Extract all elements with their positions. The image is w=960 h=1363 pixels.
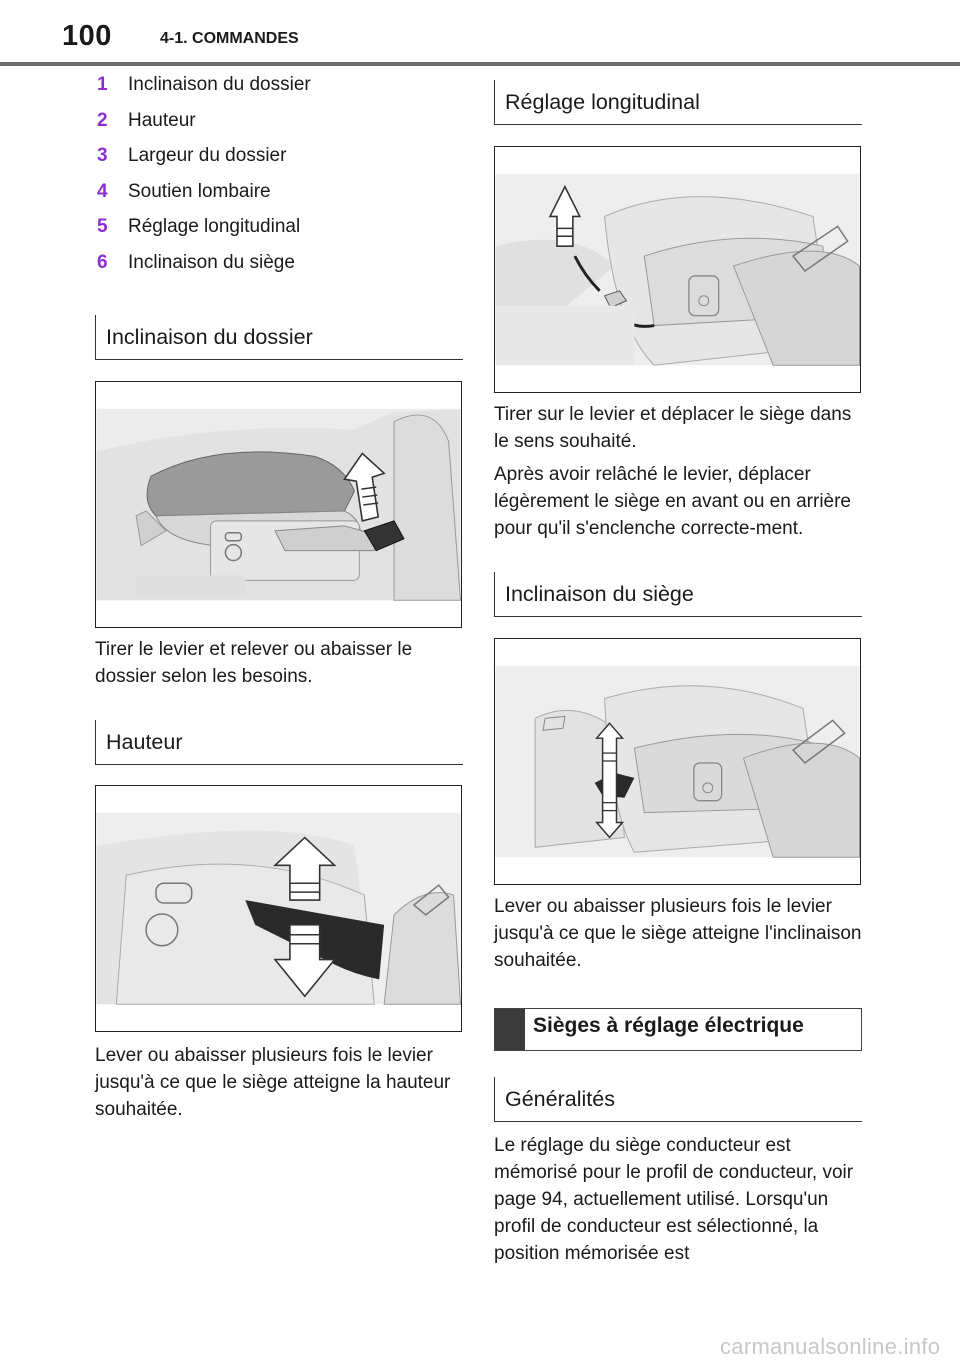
right-column — [494, 80, 862, 1267]
list-item-label: Inclinaison du dossier — [128, 74, 311, 95]
electric-seats-section — [494, 1008, 862, 1051]
page-header — [0, 0, 960, 70]
list-item-number: 6 — [97, 251, 108, 273]
list-item-number: 4 — [97, 180, 108, 202]
list-item-label: Largeur du dossier — [128, 145, 287, 167]
adjustment-list — [95, 74, 463, 288]
section-tab-marker — [495, 1009, 525, 1050]
page-number: 100 — [62, 20, 112, 52]
seat-tilt-seat-drawing — [495, 639, 860, 884]
height-illustration — [95, 785, 462, 1032]
list-item-label: Inclinaison du siège — [128, 251, 295, 273]
list-item — [95, 252, 463, 288]
watermark: carmanualsonline.info — [720, 1334, 941, 1359]
backrest-seat-drawing — [96, 382, 461, 627]
chapter-title: 4-1. COMMANDES — [160, 30, 299, 47]
list-item — [95, 181, 463, 217]
list-item — [95, 145, 463, 181]
seat-tilt-illustration — [494, 638, 861, 885]
generalities-heading: Généralités — [494, 1077, 862, 1122]
list-item-number: 2 — [97, 109, 108, 131]
backrest-instructions: Tirer le levier et relever ou abaisser le dossier selon les besoins. — [95, 638, 413, 687]
list-item-label: Soutien lombaire — [128, 180, 271, 202]
list-item-number: 3 — [97, 145, 108, 167]
backrest-illustration — [95, 381, 462, 628]
list-item-label: Réglage longitudinal — [128, 216, 301, 238]
longitudinal-illustration — [494, 146, 861, 393]
longitudinal-seat-drawing — [495, 147, 860, 392]
longitudinal-note: Après avoir relâché le levier, déplacer légèrement le siège en avant ou en arrière pour qu'il s'enclenche correcte-ment. — [494, 464, 852, 539]
list-item-number: 5 — [97, 216, 108, 238]
height-instructions: Lever ou abaisser plusieurs fois le levier jusqu'à ce que le siège atteigne la hauteur souhaitée. — [95, 1044, 451, 1120]
seat-tilt-heading: Inclinaison du siège — [494, 572, 862, 617]
longitudinal-instructions: Tirer sur le levier et déplacer le siège dans le sens souhaité. — [494, 404, 852, 452]
list-item-label: Hauteur — [128, 109, 196, 131]
seat-tilt-instructions: Lever ou abaisser plusieurs fois le levier jusqu'à ce que le siège atteigne l'inclinaison souhaitée. — [494, 896, 862, 971]
list-item-number: 1 — [97, 74, 108, 95]
left-column — [95, 74, 463, 1123]
height-seat-drawing — [96, 786, 461, 1031]
electric-seats-title: Sièges à réglage électrique — [533, 1014, 804, 1037]
header-divider — [0, 62, 960, 66]
list-item — [95, 74, 463, 110]
list-item — [95, 216, 463, 252]
list-item — [95, 110, 463, 146]
backrest-heading: Inclinaison du dossier — [95, 315, 463, 360]
height-heading: Hauteur — [95, 720, 463, 765]
longitudinal-heading: Réglage longitudinal — [494, 80, 862, 125]
generalities-text: Le réglage du siège conducteur est mémorisé pour le profil de conducteur, voir page 94, actuellement utilisé. Lorsqu'un profil de conducteur est sélectionné, la position mémorisée est — [494, 1135, 854, 1264]
